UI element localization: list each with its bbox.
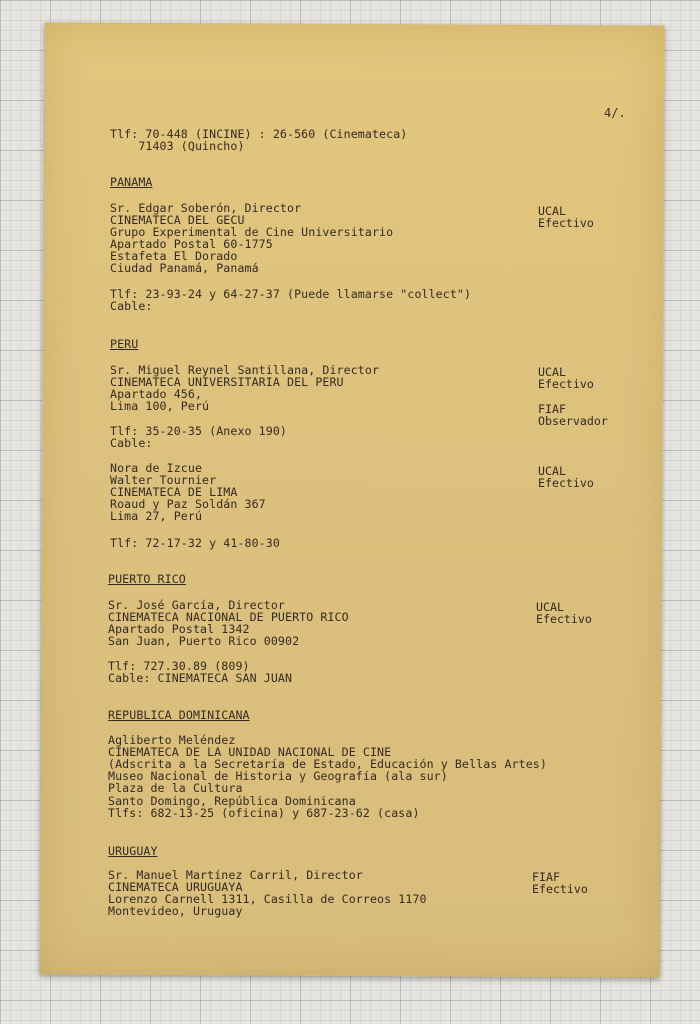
- status-value: Efectivo: [538, 476, 594, 490]
- address-line: Grupo Experimental de Cine Universitario: [110, 225, 394, 239]
- address-line: CINEMATECA NACIONAL DE PUERTO RICO: [108, 610, 349, 624]
- address-line: Ciudad Panamá, Panamá: [110, 261, 259, 275]
- status-label: FIAF: [538, 402, 566, 416]
- section-heading-peru: PERU: [110, 337, 139, 351]
- address-line: Roaud y Paz Soldán 367: [110, 497, 266, 511]
- address-line: Santo Domingo, República Dominicana: [108, 794, 356, 808]
- status-value: Efectivo: [538, 216, 594, 230]
- status-label: UCAL: [538, 365, 566, 379]
- address-line: Lima 100, Perú: [110, 399, 210, 413]
- address-line: CINEMATECA URUGUAYA: [108, 880, 243, 894]
- address-line: Sr. Miguel Reynel Santillana, Director: [110, 363, 380, 377]
- section-heading-puerto-rico: PUERTO RICO: [108, 572, 186, 586]
- address-line: (Adscrita a la Secretaría de Estado, Educación y Bellas Artes): [108, 757, 547, 771]
- address-line: Apartado 456,: [110, 387, 203, 401]
- address-line: Montevideo, Uruguay: [108, 904, 243, 918]
- status-label: UCAL: [538, 464, 566, 478]
- address-line: Apartado Postal 1342: [108, 622, 250, 636]
- section-heading-republica-dominicana: REPUBLICA DOMINICANA: [108, 708, 250, 722]
- address-line: Estafeta El Dorado: [110, 249, 238, 263]
- contact-line: Cable:: [110, 299, 153, 313]
- address-line: Sr. Edgar Soberón, Director: [110, 201, 302, 215]
- page-number: 4/.: [604, 106, 626, 120]
- address-line: Museo Nacional de Historia y Geografía (ala sur): [108, 769, 448, 783]
- status-label: UCAL: [538, 204, 566, 218]
- address-line: CINEMATECA UNIVERSITARIA DEL PERU: [110, 375, 344, 389]
- address-line: CINEMATECA DE LIMA: [110, 485, 238, 499]
- address-line: Sr. Manuel Martínez Carril, Director: [108, 868, 363, 882]
- status-value: Efectivo: [538, 377, 594, 391]
- intro-line: Tlf: 70-448 (INCINE) : 26-560 (Cinemateca): [110, 127, 408, 141]
- address-line: CINEMATECA DE LA UNIDAD NACIONAL DE CINE: [108, 745, 392, 759]
- address-line: Lima 27, Perú: [110, 509, 203, 523]
- status-value: Efectivo: [532, 882, 588, 896]
- status-value: Efectivo: [536, 612, 592, 626]
- contact-line: Tlf: 35-20-35 (Anexo 190): [110, 424, 288, 438]
- intro-line: 71403 (Quincho): [110, 139, 245, 153]
- contact-line: Tlf: 23-93-24 y 64-27-37 (Puede llamarse "collect"): [110, 287, 472, 301]
- address-line: Nora de Izcue: [110, 461, 203, 475]
- status-value: Observador: [538, 414, 608, 428]
- status-label: FIAF: [532, 870, 560, 884]
- contact-line: Tlf: 72-17-32 y 41-80-30: [110, 536, 280, 550]
- status-label: UCAL: [536, 600, 564, 614]
- address-line: Plaza de la Cultura: [108, 781, 243, 795]
- address-line: San Juan, Puerto Rico 00902: [108, 634, 300, 648]
- contact-line: Cable:: [110, 436, 153, 450]
- section-heading-uruguay: URUGUAY: [108, 844, 158, 858]
- contact-line: Tlfs: 682-13-25 (oficina) y 687-23-62 (casa): [108, 806, 420, 820]
- contact-line: Cable: CINEMATECA SAN JUAN: [108, 671, 293, 685]
- address-line: Sr. José García, Director: [108, 598, 286, 612]
- address-line: Walter Tournier: [110, 473, 217, 487]
- address-line: Lorenzo Carnell 1311, Casilla de Correos 1170: [108, 892, 427, 906]
- address-line: Apartado Postal 60-1775: [110, 237, 273, 251]
- section-heading-panama: PANAMA: [110, 175, 153, 189]
- address-line: Agliberto Meléndez: [108, 733, 236, 747]
- address-line: CINEMATECA DEL GECU: [110, 213, 245, 227]
- contact-line: Tlf: 727.30.89 (809): [108, 659, 250, 673]
